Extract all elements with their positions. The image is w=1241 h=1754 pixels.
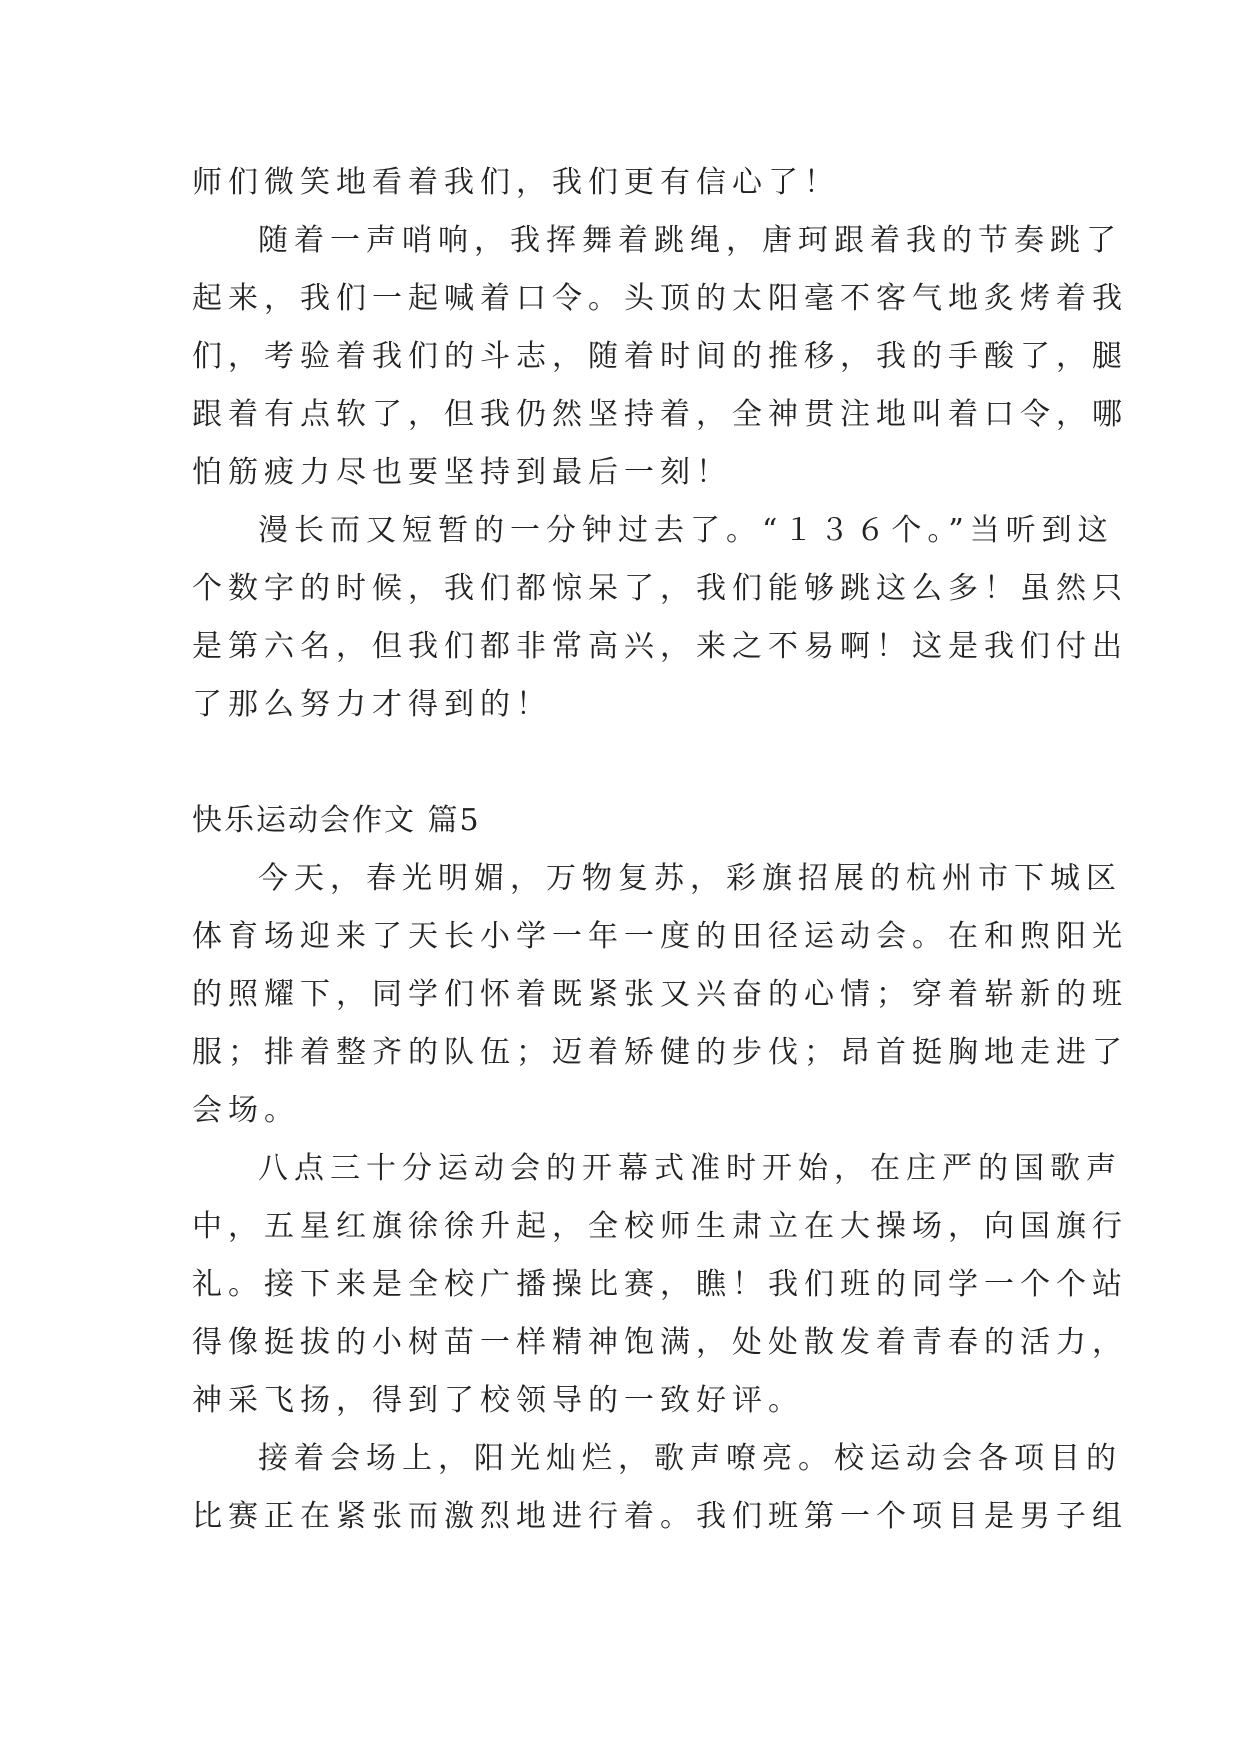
section-spacer bbox=[192, 734, 1062, 792]
paragraph-line: 八点三十分运动会的开幕式准时开始，在庄严的国歌声 bbox=[258, 1151, 1122, 1186]
paragraph-line: 跟着有点软了，但我仍然坚持着，全神贯注地叫着口令，哪 bbox=[192, 397, 1128, 432]
paragraph-line: 是第六名，但我们都非常高兴，来之不易啊！这是我们付出 bbox=[192, 629, 1128, 664]
paragraph-line: 漫长而又短暂的一分钟过去了。“１３６个。”当听到这 bbox=[258, 513, 1114, 548]
paragraph-line: 们，考验着我们的斗志，随着时间的推移，我的手酸了，腿 bbox=[192, 339, 1128, 374]
paragraph-line: 接着会场上，阳光灿烂，歌声嘹亮。校运动会各项目的 bbox=[258, 1441, 1122, 1476]
paragraph-line: 神采飞扬，得到了校领导的一致好评。 bbox=[192, 1383, 804, 1418]
paragraph-line: 礼。接下来是全校广播操比赛，瞧！我们班的同学一个个站 bbox=[192, 1267, 1128, 1302]
paragraph-line: 中，五星红旗徐徐升起，全校师生肃立在大操场，向国旗行 bbox=[192, 1209, 1128, 1244]
paragraph-line: 服；排着整齐的队伍；迈着矫健的步伐；昂首挺胸地走进了 bbox=[192, 1035, 1128, 1070]
paragraph-line: 个数字的时候，我们都惊呆了，我们能够跳这么多！虽然只 bbox=[192, 571, 1128, 606]
paragraph-line: 比赛正在紧张而激烈地进行着。我们班第一个项目是男子组 bbox=[192, 1499, 1128, 1534]
paragraph-line: 了那么努力才得到的！ bbox=[192, 687, 552, 722]
document-body bbox=[192, 154, 1128, 1546]
paragraph-line: 的照耀下，同学们怀着既紧张又兴奋的心情；穿着崭新的班 bbox=[192, 977, 1128, 1012]
paragraph-line: 得像挺拔的小树苗一样精神饱满，处处散发着青春的活力， bbox=[192, 1325, 1128, 1360]
essay-heading: 快乐运动会作文 篇5 bbox=[192, 803, 481, 838]
paragraph-line: 今天，春光明媚，万物复苏，彩旗招展的杭州市下城区 bbox=[258, 861, 1122, 896]
paragraph-line: 起来，我们一起喊着口令。头顶的太阳毫不客气地炙烤着我 bbox=[192, 281, 1128, 316]
paragraph-line: 怕筋疲力尽也要坚持到最后一刻！ bbox=[192, 455, 732, 490]
paragraph-line: 师们微笑地看着我们，我们更有信心了！ bbox=[192, 165, 840, 200]
paragraph-line: 随着一声哨响，我挥舞着跳绳，唐珂跟着我的节奏跳了 bbox=[258, 223, 1122, 258]
paragraph-line: 会场。 bbox=[192, 1093, 300, 1128]
paragraph-line: 体育场迎来了天长小学一年一度的田径运动会。在和煦阳光 bbox=[192, 919, 1128, 954]
